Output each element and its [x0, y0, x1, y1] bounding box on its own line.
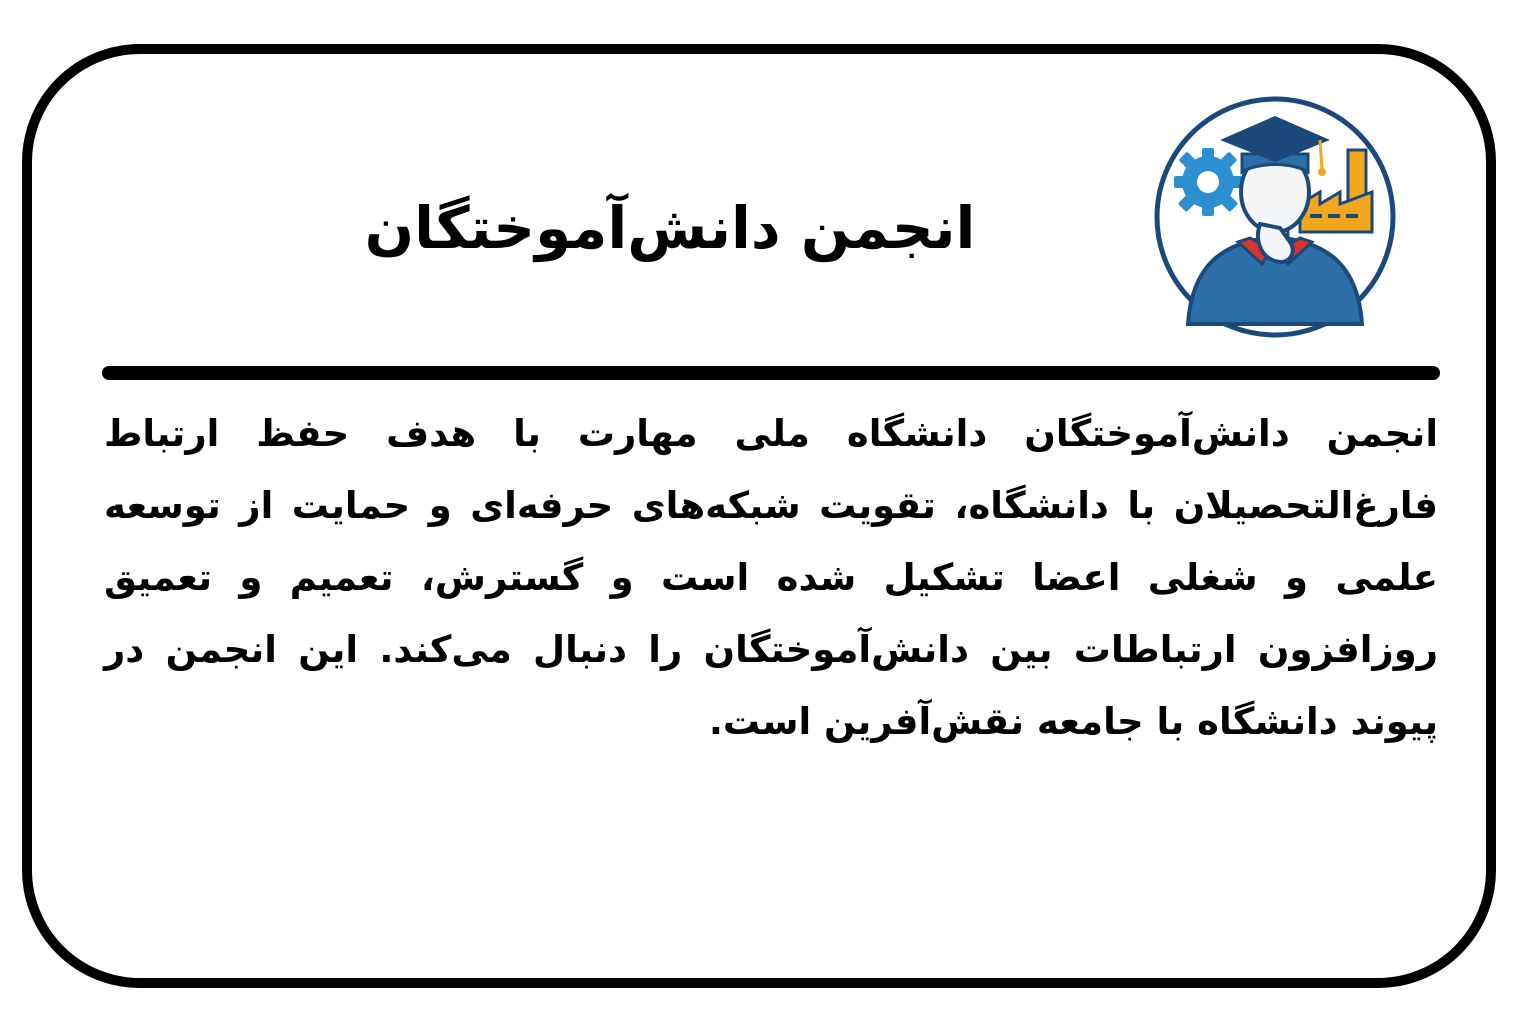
card-title: انجمن دانش‌آموختگان — [364, 194, 976, 262]
gear-icon — [1174, 148, 1242, 216]
title-divider — [102, 366, 1440, 380]
graduate-emblem-svg — [1150, 92, 1400, 342]
graduate-thinking-icon — [1150, 92, 1400, 342]
body-paragraph: انجمن دانش‌آموختگان دانشگاه ملی مهارت با هدف حفظ ارتباط فارغ‌التحصیلان با دانشگاه، تقویت شبکه‌های حرفه‌ای و حمایت از توسعه علمی و شغلی اعضا تشکیل شده است و گسترش، تعمیم و تعمیق روزافزون ارتباطات بین دانش‌آموختگان را دنبال می‌کند. این انجمن در پیوند دانشگاه با جامعه نقش‌آفرین است. — [104, 412, 1438, 743]
